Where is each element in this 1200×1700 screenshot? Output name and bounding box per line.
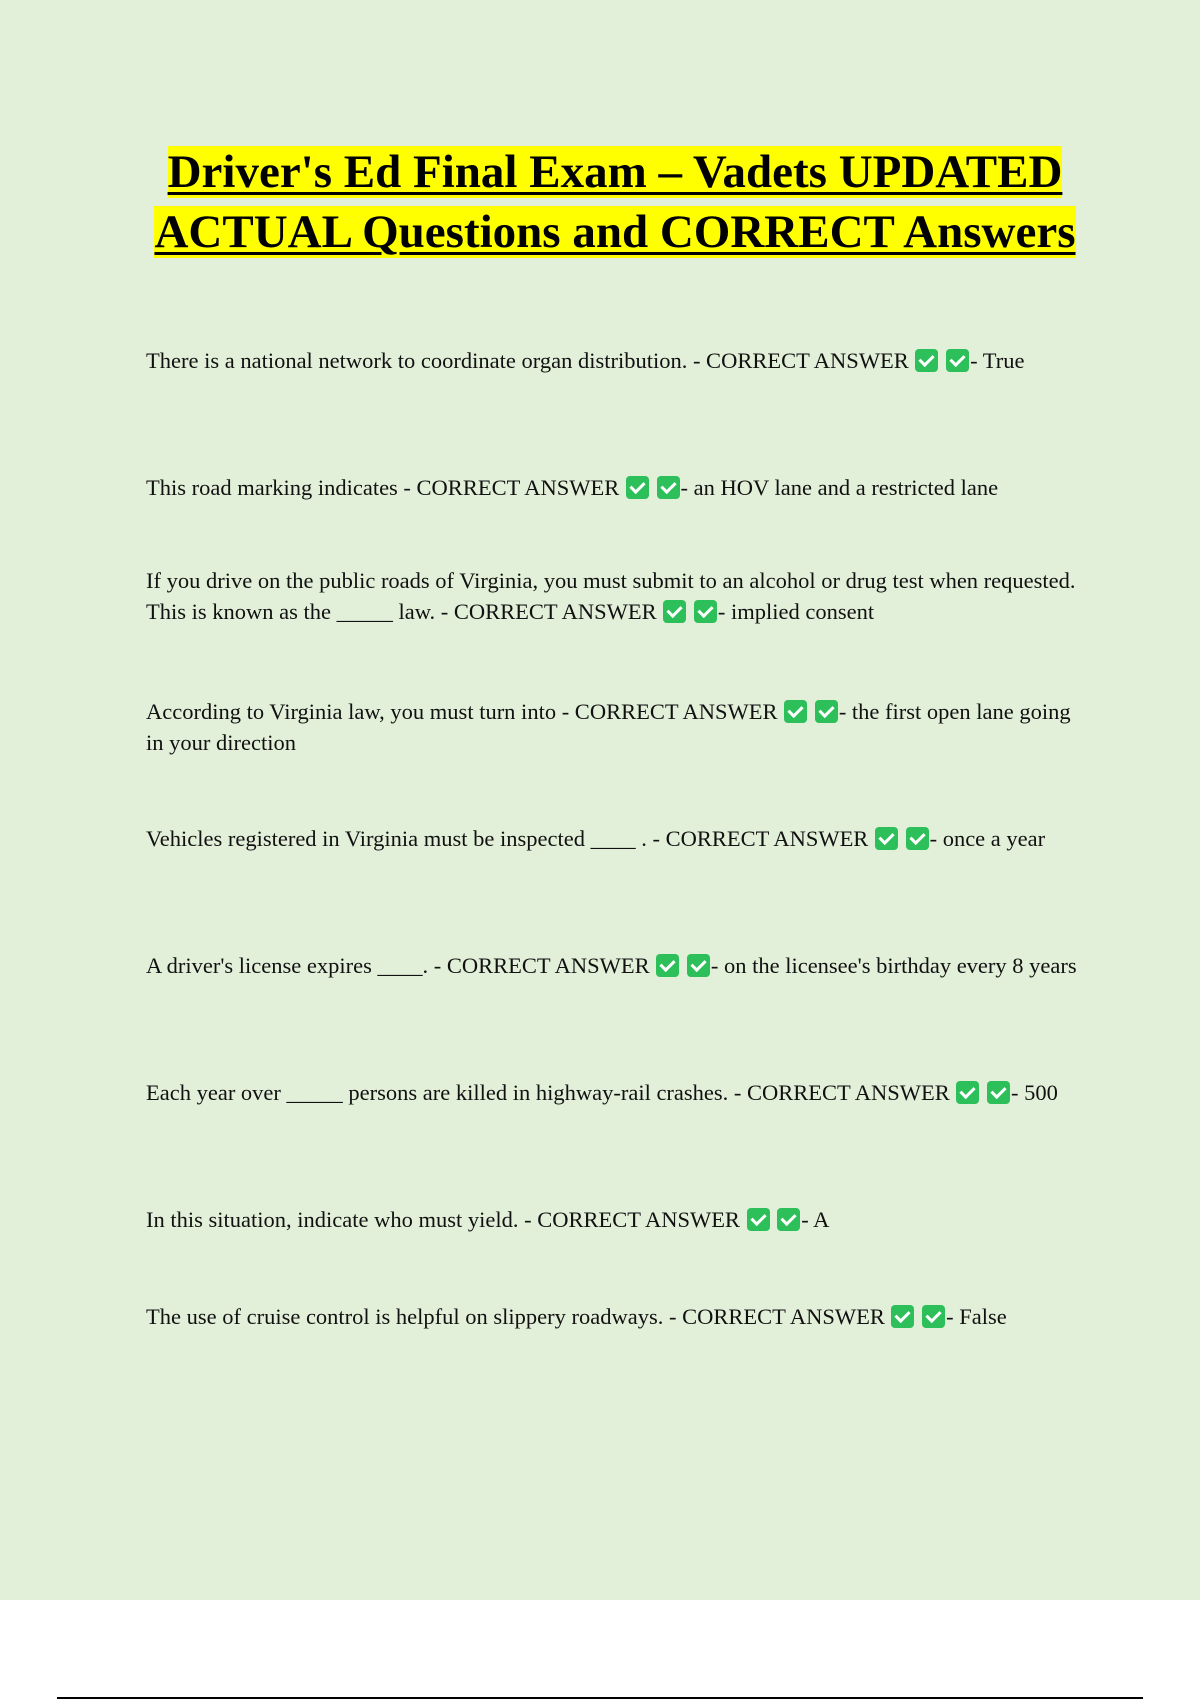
qa-item [146,823,1090,854]
check-icon [906,827,929,850]
check-icon [946,349,969,372]
qa-item [146,1301,1090,1332]
check-icon [891,1305,914,1328]
footer-divider [57,1697,1143,1699]
answer-text: - True [970,348,1025,373]
answer-text: - once a year [929,826,1046,851]
question-text: This road marking indicates - CORRECT ANSWER [146,475,620,500]
answer-text: - A [801,1207,830,1232]
check-icon [922,1305,945,1328]
document-title [120,142,1110,262]
question-text: If you drive on the public roads of Virginia, you must submit to an alcohol or drug test when requested. This is known as the _____ law. - CORRECT ANSWER [146,568,1076,624]
check-icon [875,827,898,850]
answer-text: - the first open lane going in your direction [146,699,1071,755]
check-icon [777,1208,800,1231]
qa-item [146,1077,1090,1108]
qa-item [146,950,1090,981]
qa-item [146,345,1090,376]
qa-item [146,565,1090,627]
answer-text: - False [946,1304,1007,1329]
check-icon [987,1081,1010,1104]
answer-text: - on the licensee's birthday every 8 years [710,953,1077,978]
check-icon [694,600,717,623]
answer-text: - an HOV lane and a restricted lane [680,475,999,500]
question-text: The use of cruise control is helpful on slippery roadways. - CORRECT ANSWER [146,1304,885,1329]
check-icon [656,954,679,977]
title-text: Driver's Ed Final Exam – Vadets UPDATED ACTUAL Questions and CORRECT Answers [154,146,1076,258]
question-text: Each year over _____ persons are killed in highway-rail crashes. - CORRECT ANSWER [146,1080,950,1105]
question-text: According to Virginia law, you must turn into - CORRECT ANSWER [146,699,778,724]
question-text: A driver's license expires ____. - CORRECT ANSWER [146,953,650,978]
answer-text: - implied consent [717,599,875,624]
check-icon [784,700,807,723]
check-icon [657,476,680,499]
check-icon [915,349,938,372]
check-icon [956,1081,979,1104]
check-icon [663,600,686,623]
check-icon [626,476,649,499]
question-text: There is a national network to coordinate organ distribution. - CORRECT ANSWER [146,348,909,373]
qa-item [146,696,1090,758]
check-icon [687,954,710,977]
question-text: In this situation, indicate who must yield. - CORRECT ANSWER [146,1207,740,1232]
answer-text: - 500 [1011,1080,1058,1105]
check-icon [747,1208,770,1231]
question-text: Vehicles registered in Virginia must be inspected ____ . - CORRECT ANSWER [146,826,869,851]
qa-item [146,472,1090,503]
check-icon [815,700,838,723]
qa-item [146,1204,1090,1235]
